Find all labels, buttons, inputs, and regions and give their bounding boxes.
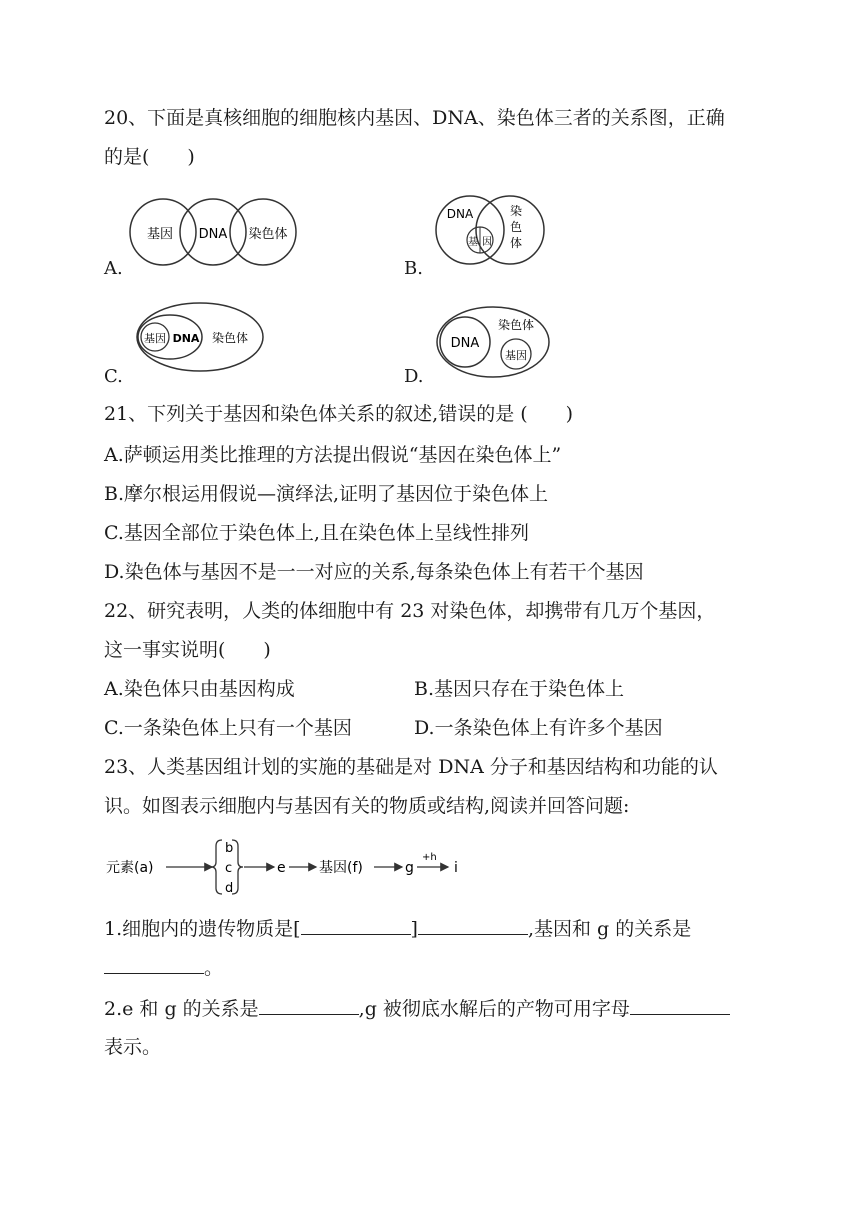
q21-option-b: B.摩尔根运用假说—演绎法,证明了基因位于染色体上 xyxy=(104,483,549,505)
flow-i: i xyxy=(454,860,458,876)
q20c-chromosome-text: 染色体 xyxy=(211,331,249,345)
q21-option-a: A.萨顿运用类比推理的方法提出假说“基因在染色体上” xyxy=(104,444,562,466)
q20b-chrom-char3: 体 xyxy=(509,236,523,250)
q23-sub2-end: 表示。 xyxy=(104,1036,162,1058)
q22-option-d: D.一条染色体上有许多个基因 xyxy=(414,717,663,739)
q23-flow-diagram xyxy=(104,834,474,896)
q21-stem: 21、下列关于基因和染色体关系的叙述,错误的是 ( ) xyxy=(104,403,574,425)
q22-option-c: C.一条染色体上只有一个基因 xyxy=(104,717,352,739)
q23-sub1-blank-2[interactable] xyxy=(418,916,528,935)
q20-diagram-d xyxy=(434,304,552,380)
q23-sub1-text-a: 1.细胞内的遗传物质是[ xyxy=(104,918,301,940)
q20-option-c-label: C. xyxy=(104,366,123,387)
q20b-gene-char1: 基 xyxy=(468,237,478,248)
q22-option-a: A.染色体只由基因构成 xyxy=(104,678,295,700)
q20d-dna-text: DNA xyxy=(450,336,480,351)
q21-option-c: C.基因全部位于染色体上,且在染色体上呈线性排列 xyxy=(104,522,529,544)
flow-element-a: 元素(a) xyxy=(106,860,154,876)
q20b-chrom-char2: 色 xyxy=(509,220,523,234)
flow-b: b xyxy=(225,841,234,856)
q23-sub1-text-c: ,基因和 g 的关系是 xyxy=(527,918,692,940)
q23-stem-line1: 23、人类基因组计划的实施的基础是对 DNA 分子和基因结构和功能的认 xyxy=(104,756,718,778)
q20c-dna-text: DNA xyxy=(172,332,200,345)
q20a-chromosome-text: 染色体 xyxy=(248,227,288,242)
flow-c: c xyxy=(225,861,233,876)
q20-stem-line1: 20、下面是真核细胞的细胞核内基因、DNA、染色体三者的关系图，正确 xyxy=(104,107,725,129)
flow-h: +h xyxy=(422,852,437,863)
q20-option-a-label: A. xyxy=(104,258,123,279)
q23-sub1 xyxy=(104,916,691,941)
q23-sub1-cont xyxy=(104,955,223,980)
q23-sub2 xyxy=(104,996,730,1021)
q20a-dna-text: DNA xyxy=(198,227,228,242)
q21-option-d: D.染色体与基因不是一一对应的关系,每条染色体上有若干个基因 xyxy=(104,561,644,583)
flow-d: d xyxy=(225,881,234,896)
q23-sub2-blank-1[interactable] xyxy=(259,996,359,1015)
q23-sub1-blank-1[interactable] xyxy=(301,916,411,935)
q23-sub2-blank-2[interactable] xyxy=(630,996,730,1015)
q23-sub1-end: 。 xyxy=(204,957,224,979)
q20d-gene-text: 基因 xyxy=(505,349,527,362)
q20-diagram-a xyxy=(128,196,308,268)
q23-stem-line2: 识。如图表示细胞内与基因有关的物质或结构,阅读并回答问题: xyxy=(104,795,630,817)
q22-stem-line2: 这一事实说明( ) xyxy=(104,639,271,661)
q23-sub2-text-b: ,g 被彻底水解后的产物可用字母 xyxy=(358,998,630,1020)
flow-gene-f: 基因(f) xyxy=(319,860,363,876)
q23-sub2-text-a: 2.e 和 g 的关系是 xyxy=(104,998,259,1020)
q23-sub1-blank-3[interactable] xyxy=(104,955,204,974)
q20d-chromosome-text: 染色体 xyxy=(497,318,535,332)
q20b-dna-text: DNA xyxy=(446,207,474,221)
q20b-gene-char2: 因 xyxy=(482,237,492,248)
q20-diagram-c xyxy=(134,300,266,374)
q22-stem-line1: 22、研究表明，人类的体细胞中有 23 对染色体，却携带有几万个基因， xyxy=(104,600,716,622)
q23-sub1-text-b: ] xyxy=(410,918,418,940)
flow-e: e xyxy=(277,860,286,876)
q20b-chrom-char1: 染 xyxy=(509,204,523,218)
q22-option-b: B.基因只存在于染色体上 xyxy=(414,678,625,700)
q20-option-d-label: D. xyxy=(404,366,424,387)
flow-g: g xyxy=(405,860,414,876)
q20-diagram-b xyxy=(430,193,550,269)
q20a-gene-text: 基因 xyxy=(146,227,174,242)
q20-option-b-label: B. xyxy=(404,258,423,279)
q20-stem-line2: 的是( ) xyxy=(104,146,195,168)
q20c-gene-text: 基因 xyxy=(144,332,166,345)
